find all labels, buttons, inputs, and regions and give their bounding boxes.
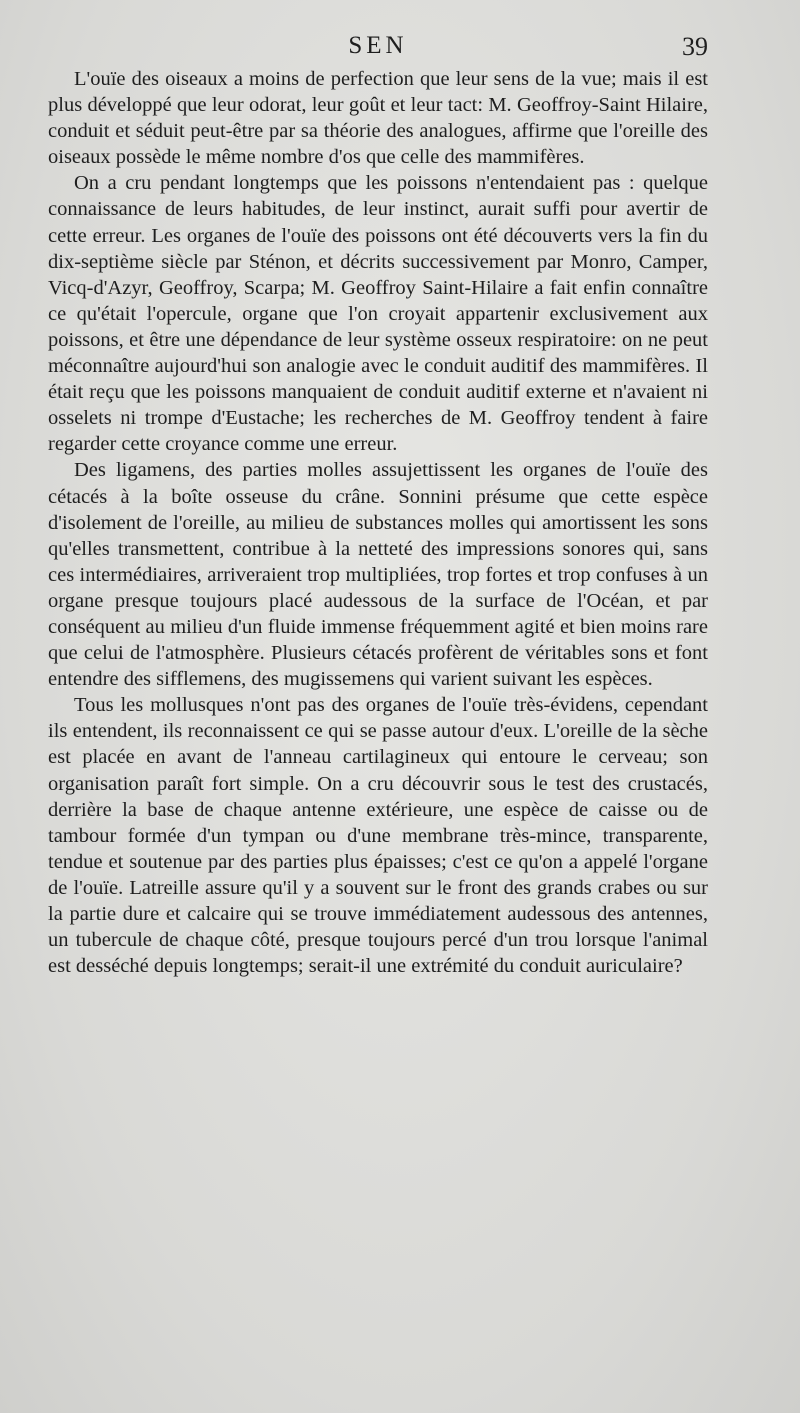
paragraph-cetaceans: Des ligamens, des parties molles assujettissent les organes de l'ouïe des cétacés à la boîte osseuse du crâne. Sonnini présume que cette espèce d'isolement de l'oreille, au milieu de substances molles qui amortissent les sons qu'elles transmettent, contribue à la netteté des impressions sonores qui, sans ces intermédiaires, arriveraient trop multipliées, trop fortes et trop confuses à un organe presque toujours placé audessous de la surface de l'Océan, et par conséquent au milieu d'un fluide immense fréquemment agité et bien moins rare que celui de l'atmosphère. Plusieurs cétacés profèrent de véritables sons et font entendre des sifflemens, des mugissemens qui varient suivant les espèces. bbox=[48, 459, 708, 691]
page-number: 39 bbox=[682, 32, 708, 61]
body-text bbox=[48, 66, 708, 979]
paragraph-birds: L'ouïe des oiseaux a moins de perfection que leur sens de la vue; mais il est plus développé que leur odorat, leur goût et leur tact: M. Geoffroy-Saint Hilaire, conduit et séduit peut-être par sa théorie des analogues, affirme que l'oreille des oiseaux possède le même nombre d'os que celle des mammifères. bbox=[48, 68, 708, 169]
paragraph-fish: On a cru pendant longtemps que les poissons n'entendaient pas : quelque connaissance de leurs habitudes, de leur instinct, aurait suffi pour avertir de cette erreur. Les organes de l'ouïe des poissons ont été découverts vers la fin du dix-septième siècle par Sténon, et décrits successivement par Monro, Camper, Vicq-d'Azyr, Geoffroy, Scarpa; M. Geoffroy Saint-Hilaire a fait enfin connaître ce qu'était l'opercule, organe que l'on croyait appartenir exclusivement aux poissons, et être une dépendance de leur système osseux respiratoire: on ne peut méconnaître aujourd'hui son analogie avec le conduit auditif des mammifères. Il était reçu que les poissons manquaient de conduit auditif externe et n'avaient ni osselets ni trompe d'Eustache; les recherches de M. Geoffroy tendent à faire regarder cette croyance comme une erreur. bbox=[48, 172, 708, 456]
running-head: SEN bbox=[348, 32, 408, 59]
paragraph-mollusks: Tous les mollusques n'ont pas des organes de l'ouïe très-évidens, cependant ils entendent, ils reconnaissent ce qui se passe autour d'eux. L'oreille de la sèche est placée en avant de l'anneau cartilagineux qui entoure le cerveau; son organisation paraît fort simple. On a cru découvrir sous le test des crustacés, derrière la base de chaque antenne extérieure, une espèce de caisse ou de tambour formée d'un tympan ou d'une membrane très-mince, transparente, tendue et soutenue par des parties plus épaisses; c'est ce qu'on a appelé l'organe de l'ouïe. Latreille assure qu'il y a souvent sur le front des grands crabes ou sur la partie dure et calcaire qui se trouve immédiatement audessous des antennes, un tubercule de chaque côté, presque toujours percé d'un trou lorsque l'animal est desséché depuis longtemps; serait-il une extrémité du conduit auriculaire? bbox=[48, 694, 708, 978]
